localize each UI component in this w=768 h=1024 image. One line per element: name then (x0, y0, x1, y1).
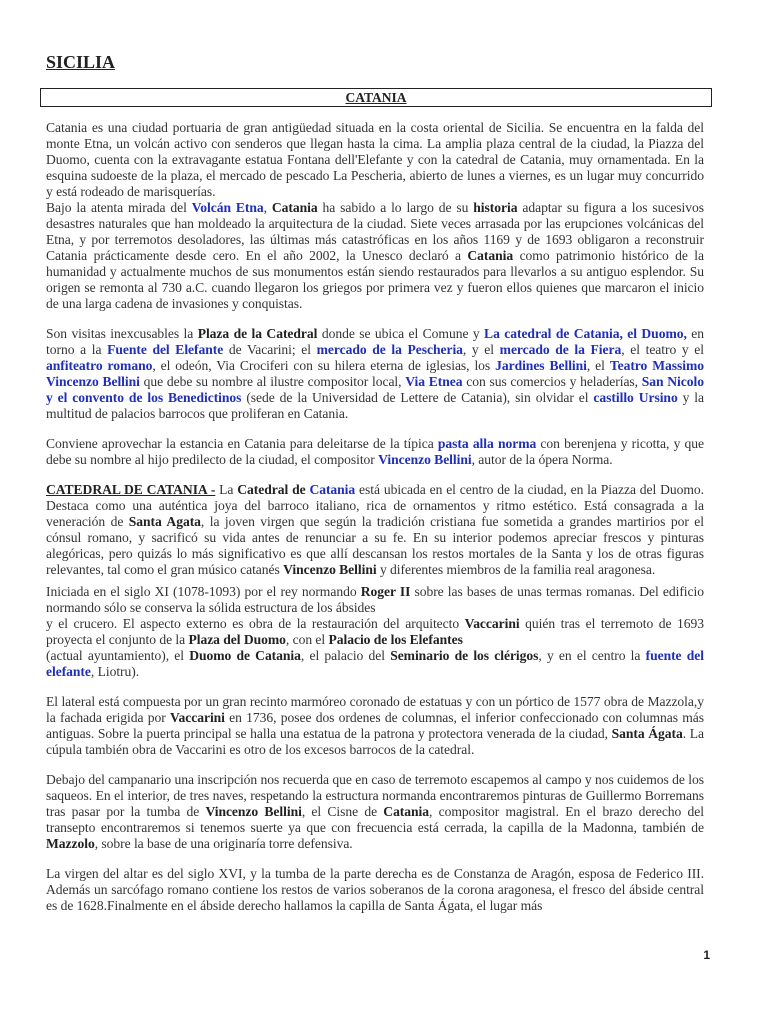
section-title-box: CATANIA (40, 88, 712, 107)
highlight-anfiteatro: anfiteatro romano (46, 358, 153, 373)
paragraph-intro: Catania es una ciudad portuaria de gran antigüedad situada en la costa oriental de Sicilia. Se encuentra en la falda del monte Etna, un volcán activo con senderos que llegan hasta la cima. La amplia plaza central de la ciudad, la Piazza del Duomo, cuenta con la extravagante estatua Fontana dell'Elefante y con la catedral de Catania, muy ornamentada. En la esquina sudoeste de la plaza, el mercado de pescado La Pescheria, abierto de lunes a viernes, es un lugar muy concurrido y está rodeado de marisquerías. (46, 120, 704, 199)
paragraph-food (46, 436, 704, 468)
highlight-jardines-bellini: Jardines Bellini (495, 358, 587, 373)
text-run: , el (586, 358, 610, 373)
text-run: con sus comercios y heladerías, (462, 374, 642, 389)
text-run: como patrimonio histórico de la humanidad y actualmente muchos de sus monumentos están siendo restaurados para llevarlos a su antiguo esplendor. Su origen se remonta al 730 a.C. cuando llegaron los griegos por primera vez y fueron ellos quienes que marcaron el inicio de una larga cadena de invasiones y conquistas. (46, 248, 704, 311)
highlight-san-nicolo: San Nicolo y el convento de los Benedictinos (46, 374, 704, 405)
text-run: El lateral está compuesta por un gran recinto marmóreo coronado de estatuas y con un pórtico de 1577 obra de Mazzola,y la fachada erigida por (46, 694, 704, 725)
paragraph-visits (46, 326, 704, 422)
text-run: ha sabido a lo largo de su (317, 200, 474, 215)
text-run: sobre las bases de unas termas romanas. Del edificio normando sólo se conserva la sólida estructura de los ábsides (46, 584, 704, 615)
text-run: , con el (285, 632, 329, 647)
paragraph-campanario (46, 772, 704, 852)
text-run: , y el (462, 342, 500, 357)
text-run: (actual ayuntamiento), el (46, 648, 190, 663)
bold-vincenzo-bellini: Vincenzo Bellini (205, 804, 302, 819)
bold-plaza-catedral: Plaza de la Catedral (197, 326, 318, 341)
text-run: Bajo la atenta mirada del (46, 200, 192, 215)
highlight-castillo-ursino: castillo Ursino (593, 390, 678, 405)
text-run: en 1736, posee dos ordenes de columnas, el inferior confeccionado con columnas más antiguas. Sobre la puerta principal se halla una estatua de la patrona y protectora venerada de la ciudad, (46, 710, 704, 741)
highlight-fuente-elefante: fuente del elefante (46, 648, 704, 679)
text-run: en torno a la (46, 326, 704, 357)
bold-historia: historia (473, 200, 518, 215)
text-run: , compositor magistral. En el brazo derecho del transepto encontraremos si tenemos suerte ya que con frecuencia está cerrada, la capilla de la Madonna, también de (46, 804, 704, 835)
highlight-via-etnea: Via Etnea (405, 374, 463, 389)
highlight-catedral: La catedral de Catania, el Duomo, (484, 326, 687, 341)
bold-santa-agata: Santa Ágata (611, 726, 683, 741)
paragraph-history (46, 200, 704, 312)
paragraph-lateral (46, 694, 704, 758)
text-run: adaptar su figura a los sucesivos desastres naturales que han moldeado la arquitectura de la ciudad. Siete veces arrasada por las erupciones volcánicas del Etna, y por terremotos desoladores, las últimas más catastróficas en los años 1169 y de 1693 obligaron a reconstruir Catania prácticamente desde cero. En el año 2002, la Unesco declaró a (46, 200, 704, 263)
text-run: está ubicada en el centro de la ciudad, en la Piazza del Duomo. Destaca como una auténtica joya del barroco italiano, rica de ornamentos y ritmo estético. Está consagrada a la veneración de (46, 482, 704, 529)
highlight-catania: Catania (309, 482, 356, 497)
text-run: , sobre la base de una originaría torre defensiva. (94, 836, 353, 851)
bold-roger-ii: Roger II (360, 584, 411, 599)
text-run: , la joven virgen que según la tradición cristiana fue sometida a grandes martirios por el cónsul romano, y sacrificó su vida antes de renunciar a su fe. En su interior podemos apreciar frescos y pinturas alegóricas, pero quizás lo más significativo es que allí descansan los restos mortales de la Santa y los de otras figuras relevantes, tal como el gran músico catanés (46, 514, 704, 577)
text-run: , el palacio del (300, 648, 391, 663)
text-run: y el crucero. El aspecto externo es obra de la restauración del arquitecto (46, 616, 465, 631)
text-run: de Vacarini; el (223, 342, 317, 357)
highlight-teatro-massimo: Teatro Massimo Vincenzo Bellini (46, 358, 704, 389)
bold-santa-agata: Santa Agata (128, 514, 201, 529)
text-run: , y en el centro la (538, 648, 646, 663)
text-run: Son visitas inexcusables la (46, 326, 198, 341)
text-run: quién tras el terremoto de 1693 proyecta el conjunto de la (46, 616, 704, 647)
highlight-mercado-pescheria: mercado de la Pescheria (316, 342, 463, 357)
bold-vaccarini: Vaccarini (169, 710, 225, 725)
bold-duomo-catania: Duomo de Catania (189, 648, 301, 663)
bold-catania: Catania (383, 804, 430, 819)
text-run: , autor de la ópera Norma. (471, 452, 613, 467)
page-number: 1 (703, 948, 710, 962)
text-run: , el odeón, Via Crociferi con su hilera eterna de iglesias, los (152, 358, 496, 373)
bold-catania: Catania (467, 248, 514, 263)
bold-vincenzo-bellini: Vincenzo Bellini (283, 562, 377, 577)
text-run: y diferentes miembros de la familia real aragonesa. (376, 562, 656, 577)
text-run: con berenjena y ricotta, y que debe su nombre al hijo predilecto de la ciudad, el compositor (46, 436, 704, 467)
text-run: , Liotru). (90, 664, 140, 679)
bold-palacio-elefantes: Palacio de los Elefantes (328, 632, 463, 647)
highlight-mercado-fiera: mercado de la Fiera (499, 342, 622, 357)
highlight-volcan-etna: Volcán Etna (191, 200, 264, 215)
bold-mazzolo: Mazzolo (46, 836, 95, 851)
text-run: y la multitud de palacios barrocos que proliferan en Catania. (46, 390, 705, 421)
text-run: Conviene aprovechar la estancia en Catania para deleitarse de la típica (46, 436, 438, 451)
document-body (46, 120, 704, 914)
highlight-fuente-elefante: Fuente del Elefante (107, 342, 224, 357)
text-run: . La cúpula también obra de Vaccarini es otro de los excesos barrocos de la catedral. (46, 726, 705, 757)
paragraph-origin (46, 584, 704, 680)
text-run: Iniciada en el siglo XI (1078-1093) por el rey normando (46, 584, 361, 599)
text-run: Debajo del campanario una inscripción nos recuerda que en caso de terremoto escapemos al campo y nos cuidemos de los saqueos. En el interior, de tres naves, respetando la estructura normanda encontraremos pinturas de Guillermo Borremans tras pasar por la tumba de (46, 772, 704, 819)
section-heading-catedral: CATEDRAL DE CATANIA - (46, 482, 216, 497)
bold-seminario: Seminario de los clérigos (390, 648, 539, 663)
paragraph-virgen: La virgen del altar es del siglo XVI, y la tumba de la parte derecha es de Constanza de Aragón, esposa de Federico III. Además un sarcófago romano contiene los restos de varios soberanos de la corona aragonesa, el fresco del ábside central es de 1628.Finalmente en el ábside derecho hallamos la capilla de Santa Ágata, el lugar más (46, 866, 704, 913)
bold-catedral: Catedral de (237, 482, 306, 497)
text-run: donde se ubica el Comune y (317, 326, 485, 341)
text-run: , el Cisne de (301, 804, 384, 819)
bold-catania: Catania (271, 200, 318, 215)
document-title: SICILIA (46, 52, 116, 72)
text-run: que debe su nombre al ilustre compositor local, (139, 374, 406, 389)
text-run: , (263, 200, 272, 215)
text-run: (sede de la Universidad de Lettere de Catania), sin olvidar el (241, 390, 594, 405)
text-run: La (215, 482, 238, 497)
highlight-vincenzo-bellini: Vincenzo Bellini (378, 452, 472, 467)
highlight-pasta-alla-norma: pasta alla norma (437, 436, 537, 451)
bold-plaza-duomo: Plaza del Duomo (188, 632, 286, 647)
text-run: , el teatro y el (621, 342, 704, 357)
paragraph-catedral (46, 482, 704, 578)
bold-vaccarini: Vaccarini (464, 616, 520, 631)
